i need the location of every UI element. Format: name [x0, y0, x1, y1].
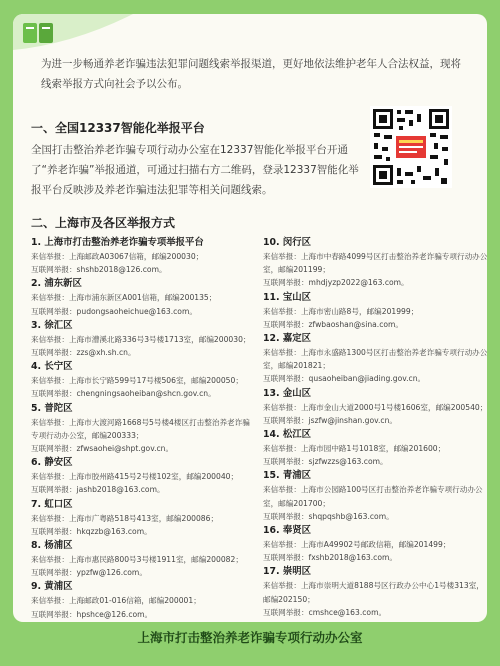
entry-mail: 来信举报：上海市胶州路415号2号楼102室，邮编200040； — [31, 472, 239, 482]
entry-title: 3. 徐汇区 — [31, 319, 73, 331]
entry-title: 11. 宝山区 — [263, 291, 311, 303]
entry-web[interactable]: 互联网举报：zfwbaoshan@sina.com。 — [263, 319, 404, 329]
entry-web[interactable]: 互联网举报：jszfw@jinshan.gov.cn。 — [263, 415, 398, 425]
entry-title: 8. 杨浦区 — [31, 540, 73, 552]
entry-mail: 来信举报：上海市漕溪北路336号3号楼1713室，邮编200030； — [31, 334, 251, 344]
entry-web[interactable]: 互联网举报：qusaoheiban@jiading.gov.cn。 — [263, 374, 426, 384]
entry-web[interactable]: 互联网举报：cmshce@163.com。 — [263, 607, 387, 617]
district-list-left — [31, 236, 256, 622]
entry-title: 7. 虹口区 — [31, 498, 73, 510]
entry-title: 1. 上海市打击整治养老诈骗专项举报平台 — [31, 237, 204, 248]
entry-title: 12. 嘉定区 — [263, 333, 311, 345]
entry-mail: 来信举报：上海市大渡河路1668号5号楼4楼区打击整治养老诈骗专项行动办公室，邮编200333； — [31, 417, 250, 440]
report-entry — [263, 524, 487, 564]
report-entry — [31, 456, 256, 496]
entry-mail: 来信举报：上海市金山大道2000号1号楼1606室，邮编200540； — [263, 402, 487, 412]
entry-web[interactable]: 互联网举报：sjzfwzzs@163.com。 — [263, 457, 388, 467]
qr-code-icon[interactable] — [370, 106, 452, 188]
entry-mail: 来信举报：上海邮政01-016信箱，邮编200001； — [31, 596, 201, 606]
entry-web[interactable]: 互联网举报：chengningsaoheiban@shcn.gov.cn。 — [31, 389, 216, 399]
entry-mail: 来信举报：上海市永盛路1300号区打击整治养老诈骗专项行动办公室，邮编201821； — [263, 348, 487, 371]
entry-web[interactable]: 互联网举报：shqpqshb@163.com。 — [263, 511, 394, 521]
entry-mail: 来信举报：上海市密山路8号，邮编201999； — [263, 306, 419, 316]
section2-heading: 二、上海市及各区举报方式 — [31, 216, 176, 230]
entry-title: 17. 崇明区 — [263, 566, 311, 578]
report-entry — [31, 360, 256, 400]
report-entry — [31, 236, 256, 276]
entry-title: 16. 奉贤区 — [263, 525, 311, 537]
report-entry — [263, 332, 487, 386]
entry-mail: 来信举报：上海市惠民路800号3号楼1911室，邮编200082； — [31, 555, 243, 565]
entry-web[interactable]: 互联网举报：ypzfw@126.com。 — [31, 568, 147, 578]
entry-title: 10. 闵行区 — [263, 237, 311, 248]
entry-web[interactable]: 互联网举报：mhdjyzp2022@163.com。 — [263, 278, 409, 288]
report-entry — [31, 539, 256, 579]
entry-title: 2. 浦东新区 — [31, 278, 82, 290]
entry-mail: 来信举报：上海市公园路100号区打击整治养老诈骗专项行动办公室，邮编201700； — [263, 485, 483, 508]
entry-web[interactable]: 互联网举报：zzs@xh.sh.cn。 — [31, 348, 136, 358]
entry-web[interactable]: 互联网举报：fxshb2018@163.com。 — [263, 553, 397, 563]
entry-web[interactable]: 互联网举报：jashb2018@163.com。 — [31, 485, 165, 495]
entry-mail: 来信举报：上海市崇明大道8188号区行政办公中心1号楼313室，邮编202150； — [263, 581, 484, 604]
report-entry — [31, 402, 256, 456]
entry-mail: 来信举报：上海市广粤路518号413室，邮编200086； — [31, 513, 219, 523]
entry-web[interactable]: 互联网举报：hpshce@126.com。 — [31, 609, 153, 619]
report-entry — [263, 236, 487, 290]
entry-mail: 来信举报：上海市浦东新区A001信箱，邮编200135； — [31, 293, 217, 303]
report-entry — [263, 387, 487, 427]
book-icon — [21, 19, 55, 47]
entry-title: 13. 金山区 — [263, 387, 311, 399]
entry-mail: 来信举报：上海市中春路4099号区打击整治养老诈骗专项行动办公室，邮编201199； — [263, 252, 487, 275]
notice-card — [13, 14, 487, 622]
entry-title: 15. 青浦区 — [263, 470, 311, 482]
entry-title: 4. 长宁区 — [31, 361, 73, 373]
entry-mail: 来信举报：上海市长宁路599号17号楼506室，邮编200050； — [31, 376, 243, 386]
report-entry — [263, 428, 487, 468]
section1-heading: 一、全国12337智能化举报平台 — [31, 121, 205, 135]
report-entry — [31, 277, 256, 317]
entry-title: 6. 静安区 — [31, 457, 73, 469]
report-entry — [31, 580, 256, 620]
entry-mail: 来信举报：上海邮政A03067信箱，邮编200030； — [31, 252, 204, 261]
entry-mail: 来信举报：上海市园中路1号1018室，邮编201600； — [263, 444, 446, 454]
entry-web[interactable]: 互联网举报：shshb2018@126.com。 — [31, 265, 167, 275]
report-entry — [31, 319, 256, 359]
entry-web[interactable]: 互联网举报：hkqzzb@163.com。 — [31, 526, 152, 536]
report-entry — [263, 565, 487, 619]
footer-title: 上海市打击整治养老诈骗专项行动办公室 — [137, 630, 363, 645]
report-entry — [263, 291, 487, 331]
section1-body: 全国打击整治养老诈骗专项行动办公室在12337智能化举报平台开通了“养老诈骗”举报通道，可通过扫描右方二维码，登录12337智能化举报平台反映涉及养老诈骗违法犯罪等相关问题线索。 — [31, 144, 359, 196]
intro-paragraph: 为进一步畅通养老诈骗违法犯罪问题线索举报渠道，更好地依法维护老年人合法权益，现将线索举报方式向社会予以公布。 — [41, 58, 461, 90]
report-entry — [263, 469, 487, 523]
district-list-right — [263, 236, 487, 620]
entry-title: 9. 黄浦区 — [31, 581, 73, 593]
entry-title: 14. 松江区 — [263, 429, 311, 441]
entry-web[interactable]: 互联网举报：pudongsaoheichue@163.com。 — [31, 306, 197, 316]
entry-title: 5. 普陀区 — [31, 402, 73, 414]
entry-mail: 来信举报：上海市A49902号邮政信箱，邮编201499； — [263, 540, 451, 550]
report-entry — [31, 498, 256, 538]
entry-web[interactable]: 互联网举报：zfwsaohei@shpt.gov.cn。 — [31, 444, 174, 454]
